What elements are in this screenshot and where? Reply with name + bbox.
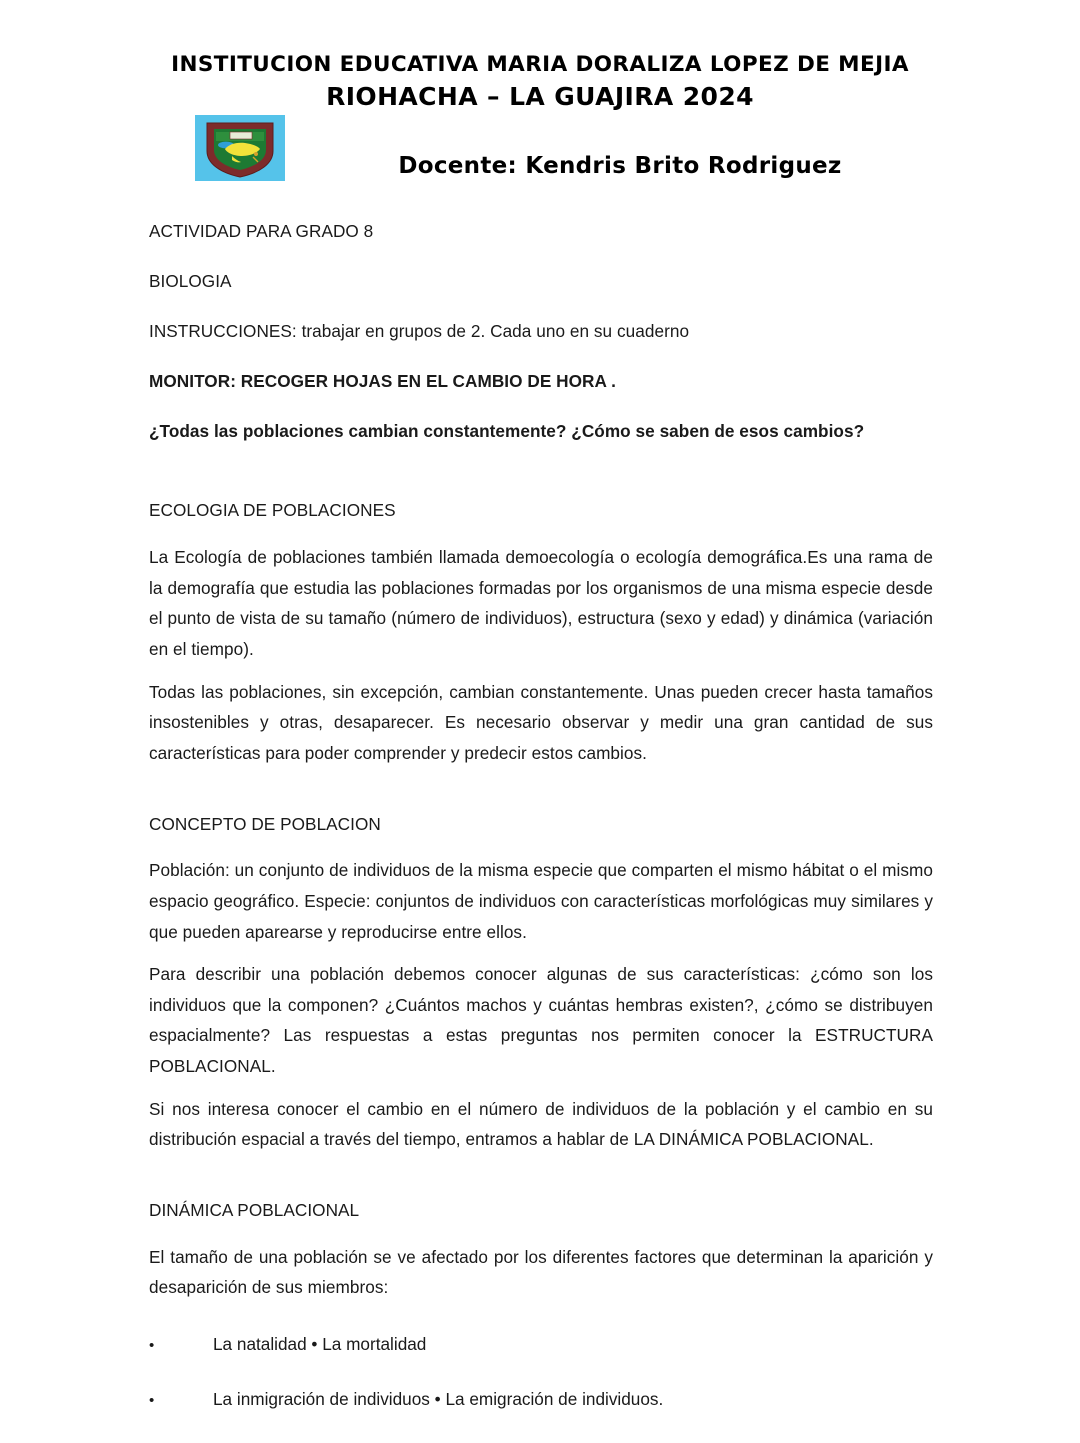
paragraph-ecologia-1: La Ecología de poblaciones también llamada demoecología o ecología demográfica.Es una rama de la demografía que estudia las poblaciones formadas por los organismos de una misma especie desde el punto de vista de su tamaño (número de individuos), estructura (sexo y edad) y dinámica (variación en el tiempo).: [149, 547, 933, 660]
city-year-title: RIOHACHA – LA GUAJIRA 2024: [326, 82, 754, 112]
activity-label: ACTIVIDAD PARA GRADO 8: [149, 221, 374, 241]
spacer: [149, 1303, 933, 1333]
bullet-icon: •: [149, 1336, 155, 1354]
document-header: [0, 52, 1080, 112]
teacher-name: Docente: Kendris Brito Rodriguez: [398, 153, 842, 179]
instructions-line: INSTRUCCIONES: trabajar en grupos de 2. Cada uno en su cuaderno: [149, 320, 690, 341]
list-item: [149, 1388, 933, 1411]
bullet-icon: •: [149, 1391, 155, 1409]
monitor-line: MONITOR: RECOGER HOJAS EN EL CAMBIO DE HORA .: [149, 370, 616, 391]
paragraph-ecologia-2: Todas las poblaciones, sin excepción, cambian constantemente. Unas pueden crecer hasta tamaños insostenibles y otras, desaparecer. Es necesario observar y medir una gran cantidad de sus características para poder comprender y predecir estos cambios.: [149, 681, 933, 763]
section-heading-ecologia: ECOLOGIA DE POBLACIONES: [149, 500, 396, 521]
list-item-label: La inmigración de individuos • La emigración de individuos.: [213, 1388, 664, 1409]
paragraph-concepto-2: Para describir una población debemos conocer algunas de sus características: ¿cómo son los individuos que la componen? ¿Cuántos machos y cuántas hembras existen?, ¿cómo se distribuyen espacialmente? Las respuestas a estas preguntas nos permiten conocer la ESTRUCTURA POBLACIONAL.: [149, 964, 933, 1077]
paragraph-concepto-3: Si nos interesa conocer el cambio en el número de individuos de la población y el cambio en su distribución espacial a través del tiempo, entramos a hablar de LA DINÁMICA POBLACIONAL.: [149, 1098, 933, 1150]
document-body: [149, 220, 933, 1443]
guiding-question: ¿Todas las poblaciones cambian constantemente? ¿Cómo se saben de esos cambios?: [149, 420, 865, 441]
paragraph-concepto-1: Población: un conjunto de individuos de la misma especie que comparten el mismo hábitat o el mismo espacio geográfico. Especie: conjuntos de individuos con características morfológicas muy similares y que pueden aparearse y reproducirse entre ellos.: [149, 860, 933, 942]
paragraph-dinamica-1: El tamaño de una población se ve afectado por los diferentes factores que determinan la aparición y desaparición de sus miembros:: [149, 1246, 933, 1298]
subject-label: BIOLOGIA: [149, 270, 232, 291]
spacer: [149, 769, 933, 813]
spacer: [149, 469, 933, 499]
section-heading-dinamica: DINÁMICA POBLACIONAL: [149, 1199, 360, 1220]
list-item-label: La natalidad • La mortalidad: [213, 1333, 427, 1354]
spacer: [149, 1155, 933, 1199]
list-item: [149, 1333, 933, 1356]
school-name-title: INSTITUCION EDUCATIVA MARIA DORALIZA LOPEZ DE MEJIA: [171, 52, 909, 77]
section-heading-concepto: CONCEPTO DE POBLACION: [149, 813, 381, 834]
